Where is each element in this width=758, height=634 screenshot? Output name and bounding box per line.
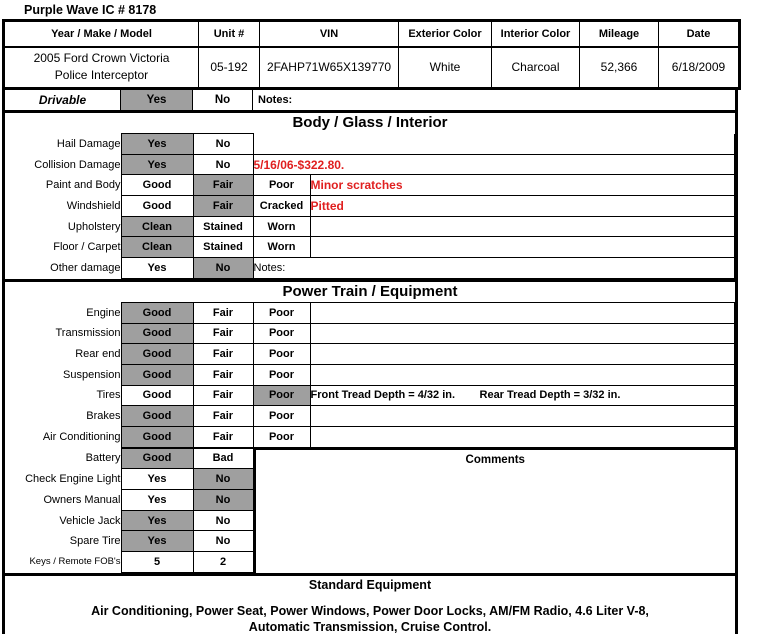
option-cell-worn: Worn <box>253 216 310 237</box>
row-label: Hail Damage <box>56 137 121 150</box>
vehicle-header-row <box>4 21 740 47</box>
row-label: Check Engine Light <box>25 473 121 486</box>
option-cell-good: Good <box>121 344 193 365</box>
option-cell-no: No <box>193 469 253 490</box>
check-row <box>5 175 735 196</box>
comments-box <box>254 448 736 573</box>
option-cell-poor: Poor <box>253 364 310 385</box>
comments-title: Comments <box>465 453 525 466</box>
row-label: Other damage <box>50 261 121 274</box>
option-cell-good: Good <box>121 302 193 323</box>
option-cell-good: Good <box>121 323 193 344</box>
power-checklist <box>5 302 735 448</box>
note-cell: Front Tread Depth = 4/32 in. Rear Tread Depth = 3/32 in. <box>310 385 735 406</box>
year-make-model-value <box>4 47 199 89</box>
row-label: Windshield <box>66 199 121 212</box>
option-cell-poor: Poor <box>253 302 310 323</box>
standard-equipment-title: Standard Equipment <box>308 577 432 592</box>
check-row <box>5 531 253 552</box>
equipment-and-comments <box>5 448 735 573</box>
row-label: Air Conditioning <box>42 430 121 443</box>
option-cell-clean: Clean <box>121 216 193 237</box>
option-cell-bad: Bad <box>193 448 253 469</box>
check-row <box>5 385 735 406</box>
row-label: Battery <box>85 452 121 465</box>
option-cell-good: Good <box>121 364 193 385</box>
option-cell-yes: Yes <box>121 510 193 531</box>
note-cell <box>310 302 735 323</box>
row-label: Spare Tire <box>69 535 121 548</box>
check-row <box>5 406 735 427</box>
note-cell <box>310 406 735 427</box>
doc-title: Purple Wave IC # 8178 <box>24 3 157 17</box>
option-cell-yes: Yes <box>121 531 193 552</box>
check-row <box>5 196 735 217</box>
option-cell-yes: Yes <box>121 258 193 279</box>
option-cell-clean: Clean <box>121 237 193 258</box>
equipment-line: Automatic Transmission, Cruise Control. <box>248 620 492 634</box>
option-cell-good: Good <box>121 196 193 217</box>
col-header-interior-color: Interior Color <box>492 21 580 47</box>
notes-label: Notes: <box>253 258 735 279</box>
drivable-label: Drivable <box>5 90 121 110</box>
option-cell-no: No <box>193 154 253 175</box>
vehicle-info-table <box>2 19 741 90</box>
note-cell <box>310 237 735 258</box>
option-cell-fair: Fair <box>193 302 253 323</box>
check-row <box>5 258 735 279</box>
row-label: Engine <box>86 306 121 319</box>
note-cell <box>310 344 735 365</box>
option-cell-fair: Fair <box>193 385 253 406</box>
check-row <box>5 469 253 490</box>
col-header-year-make-model: Year / Make / Model <box>4 21 199 47</box>
option-cell-good: Good <box>121 406 193 427</box>
ymm-line1: 2005 Ford Crown Victoria <box>33 51 170 66</box>
option-cell-fair: Fair <box>193 175 253 196</box>
option-cell-no: No <box>193 510 253 531</box>
option-cell-no: No <box>193 531 253 552</box>
check-row <box>5 237 735 258</box>
row-label: Vehicle Jack <box>59 514 121 527</box>
row-label: Rear end <box>75 348 121 361</box>
note-cell: Minor scratches <box>310 175 735 196</box>
option-cell-fair: Fair <box>193 426 253 447</box>
check-row <box>5 302 735 323</box>
body-glass-interior-section <box>2 113 738 282</box>
row-label: Suspension <box>63 368 121 381</box>
row-label: Brakes <box>86 410 121 423</box>
note-cell <box>253 134 735 155</box>
option-cell-no: No <box>193 490 253 511</box>
option-cell-stained: Stained <box>193 216 253 237</box>
check-row <box>5 448 253 469</box>
row-label: Collision Damage <box>34 158 121 171</box>
check-row <box>5 490 253 511</box>
col-header-exterior-color: Exterior Color <box>399 21 492 47</box>
option-cell-poor: Poor <box>253 385 310 406</box>
option-cell-good: Good <box>121 448 193 469</box>
form-sheet <box>2 19 738 634</box>
body-section-title: Body / Glass / Interior <box>292 114 448 131</box>
check-row <box>5 426 735 447</box>
option-cell-fair: Fair <box>193 406 253 427</box>
option-cell-yes: Yes <box>121 134 193 155</box>
option-cell-5: 5 <box>121 552 193 573</box>
drivable-option-no: No <box>193 90 253 110</box>
check-row <box>5 552 253 573</box>
unit-value: 05-192 <box>199 47 260 89</box>
option-cell-yes: Yes <box>121 154 193 175</box>
col-header-date: Date <box>659 21 740 47</box>
equipment-checklist <box>5 448 254 573</box>
equipment-line: Air Conditioning, Power Seat, Power Windows, Power Door Locks, AM/FM Radio, 4.6 Liter V-8, <box>91 603 649 618</box>
option-cell-cracked: Cracked <box>253 196 310 217</box>
option-cell-fair: Fair <box>193 323 253 344</box>
drivable-option-yes: Yes <box>121 90 193 110</box>
note-cell: 5/16/06-$322.80. <box>253 154 735 175</box>
note-cell <box>310 364 735 385</box>
vehicle-data-row <box>4 47 740 89</box>
date-value: 6/18/2009 <box>659 47 740 89</box>
standard-equipment-section <box>2 576 738 634</box>
power-section-title: Power Train / Equipment <box>282 282 458 300</box>
option-cell-stained: Stained <box>193 237 253 258</box>
option-cell-fair: Fair <box>193 344 253 365</box>
option-cell-2: 2 <box>193 552 253 573</box>
check-row <box>5 216 735 237</box>
option-cell-poor: Poor <box>253 344 310 365</box>
check-row <box>5 323 735 344</box>
row-label: Floor / Carpet <box>53 241 121 254</box>
note-cell <box>310 216 735 237</box>
standard-equipment-text <box>5 603 735 634</box>
col-header-unit: Unit # <box>199 21 260 47</box>
option-cell-good: Good <box>121 175 193 196</box>
row-label: Upholstery <box>67 220 121 233</box>
vin-value: 2FAHP71W65X139770 <box>260 47 399 89</box>
row-label: Keys / Remote FOB's <box>29 556 121 568</box>
drivable-row <box>2 90 738 113</box>
note-cell <box>310 426 735 447</box>
check-row <box>5 134 735 155</box>
option-cell-yes: Yes <box>121 469 193 490</box>
option-cell-fair: Fair <box>193 196 253 217</box>
option-cell-no: No <box>193 134 253 155</box>
drivable-notes-label: Notes: <box>258 94 293 106</box>
col-header-mileage: Mileage <box>580 21 659 47</box>
option-cell-poor: Poor <box>253 175 310 196</box>
check-row <box>5 154 735 175</box>
row-label: Paint and Body <box>45 179 121 192</box>
exterior-color-value: White <box>399 47 492 89</box>
option-cell-poor: Poor <box>253 426 310 447</box>
option-cell-poor: Poor <box>253 323 310 344</box>
row-label: Transmission <box>55 327 121 340</box>
interior-color-value: Charcoal <box>492 47 580 89</box>
row-label: Tires <box>96 389 121 402</box>
ymm-line2: Police Interceptor <box>54 68 149 83</box>
check-row <box>5 344 735 365</box>
option-cell-no: No <box>193 258 253 279</box>
note-cell <box>310 323 735 344</box>
check-row <box>5 364 735 385</box>
option-cell-worn: Worn <box>253 237 310 258</box>
note-cell: Pitted <box>310 196 735 217</box>
option-cell-yes: Yes <box>121 490 193 511</box>
row-label: Owners Manual <box>43 493 121 506</box>
mileage-value: 52,366 <box>580 47 659 89</box>
check-row <box>5 510 253 531</box>
col-header-vin: VIN <box>260 21 399 47</box>
option-cell-fair: Fair <box>193 364 253 385</box>
body-checklist <box>5 133 735 279</box>
option-cell-good: Good <box>121 426 193 447</box>
option-cell-poor: Poor <box>253 406 310 427</box>
power-train-section <box>2 282 738 576</box>
option-cell-good: Good <box>121 385 193 406</box>
